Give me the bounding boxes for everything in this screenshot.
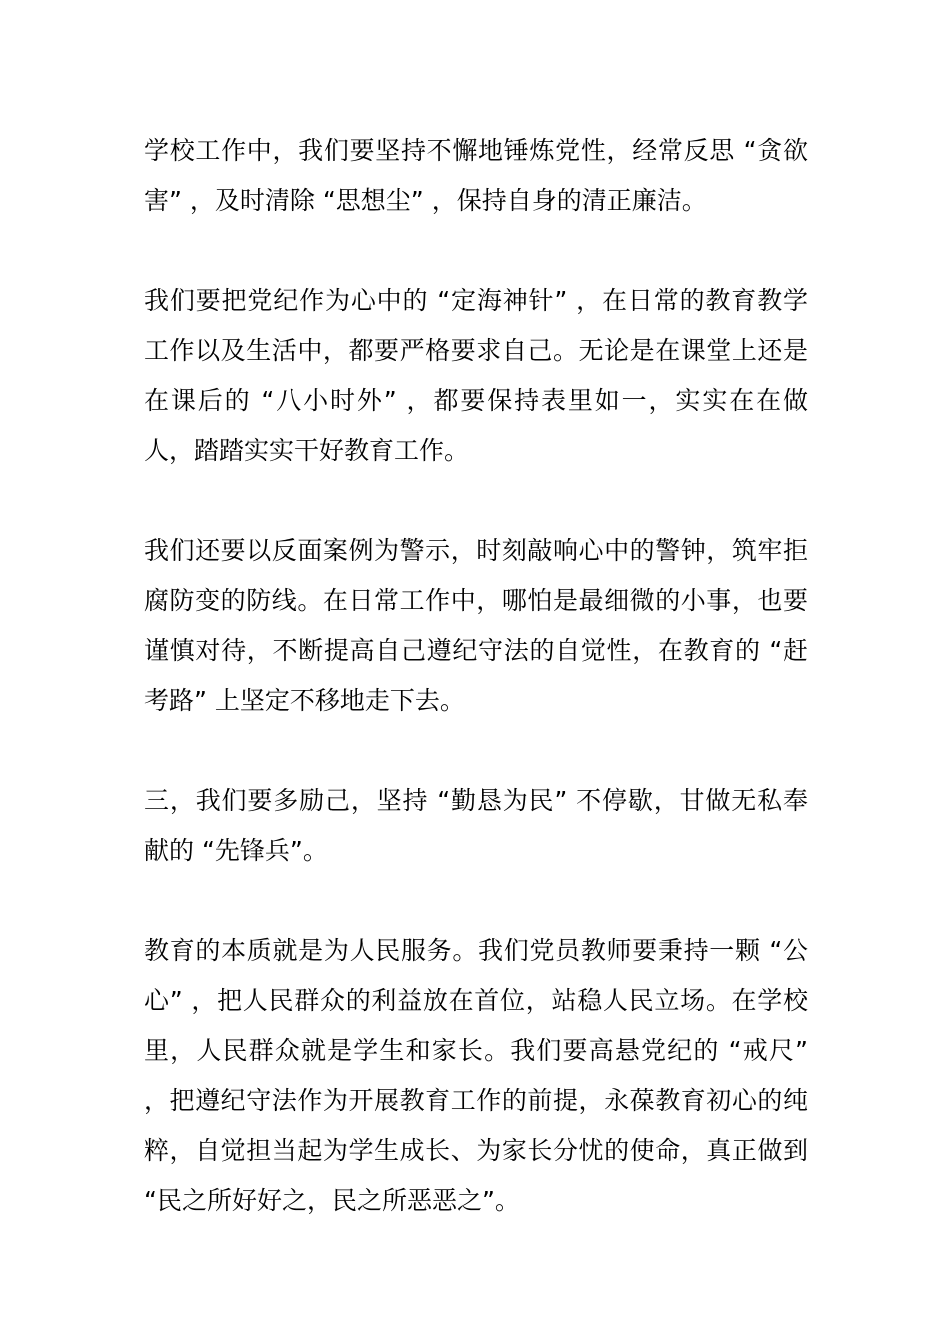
document-body: [144, 126, 808, 1276]
paragraph-2: 我们要把党纪作为心中的 “定海神针” ，在日常的教育教学工作以及生活中，都要严格要求自己。无论是在课堂上还是在课后的 “八小时外” ，都要保持表里如一，实实在在做人，踏踏实实干好教育工作。: [144, 286, 808, 465]
paragraph-4: 三，我们要多励己，坚持 “勤恳为民” 不停歇，甘做无私奉献的 “先锋兵”。: [144, 786, 808, 865]
paragraph-5: 教育的本质就是为人民服务。我们党员教师要秉持一颗 “公心” ，把人民群众的利益放在首位，站稳人民立场。在学校里，人民群众就是学生和家长。我们要高悬党纪的 “戒尺” ，把遵纪守法作为开展教育工作的前提，永葆教育初心的纯粹，自觉担当起为学生成长、为家长分忧的使命，真正做到 “民之所好好之，民之所恶恶之”。: [144, 936, 808, 1215]
paragraph-3: 我们还要以反面案例为警示，时刻敲响心中的警钟，筑牢拒腐防变的防线。在日常工作中，哪怕是最细微的小事，也要谨慎对待，不断提高自己遵纪守法的自觉性，在教育的 “赶考路” 上坚定不移地走下去。: [144, 536, 808, 715]
paragraph-1: 学校工作中，我们要坚持不懈地锤炼党性，经常反思 “贪欲害” ，及时清除 “思想尘” ，保持自身的清正廉洁。: [144, 136, 808, 215]
